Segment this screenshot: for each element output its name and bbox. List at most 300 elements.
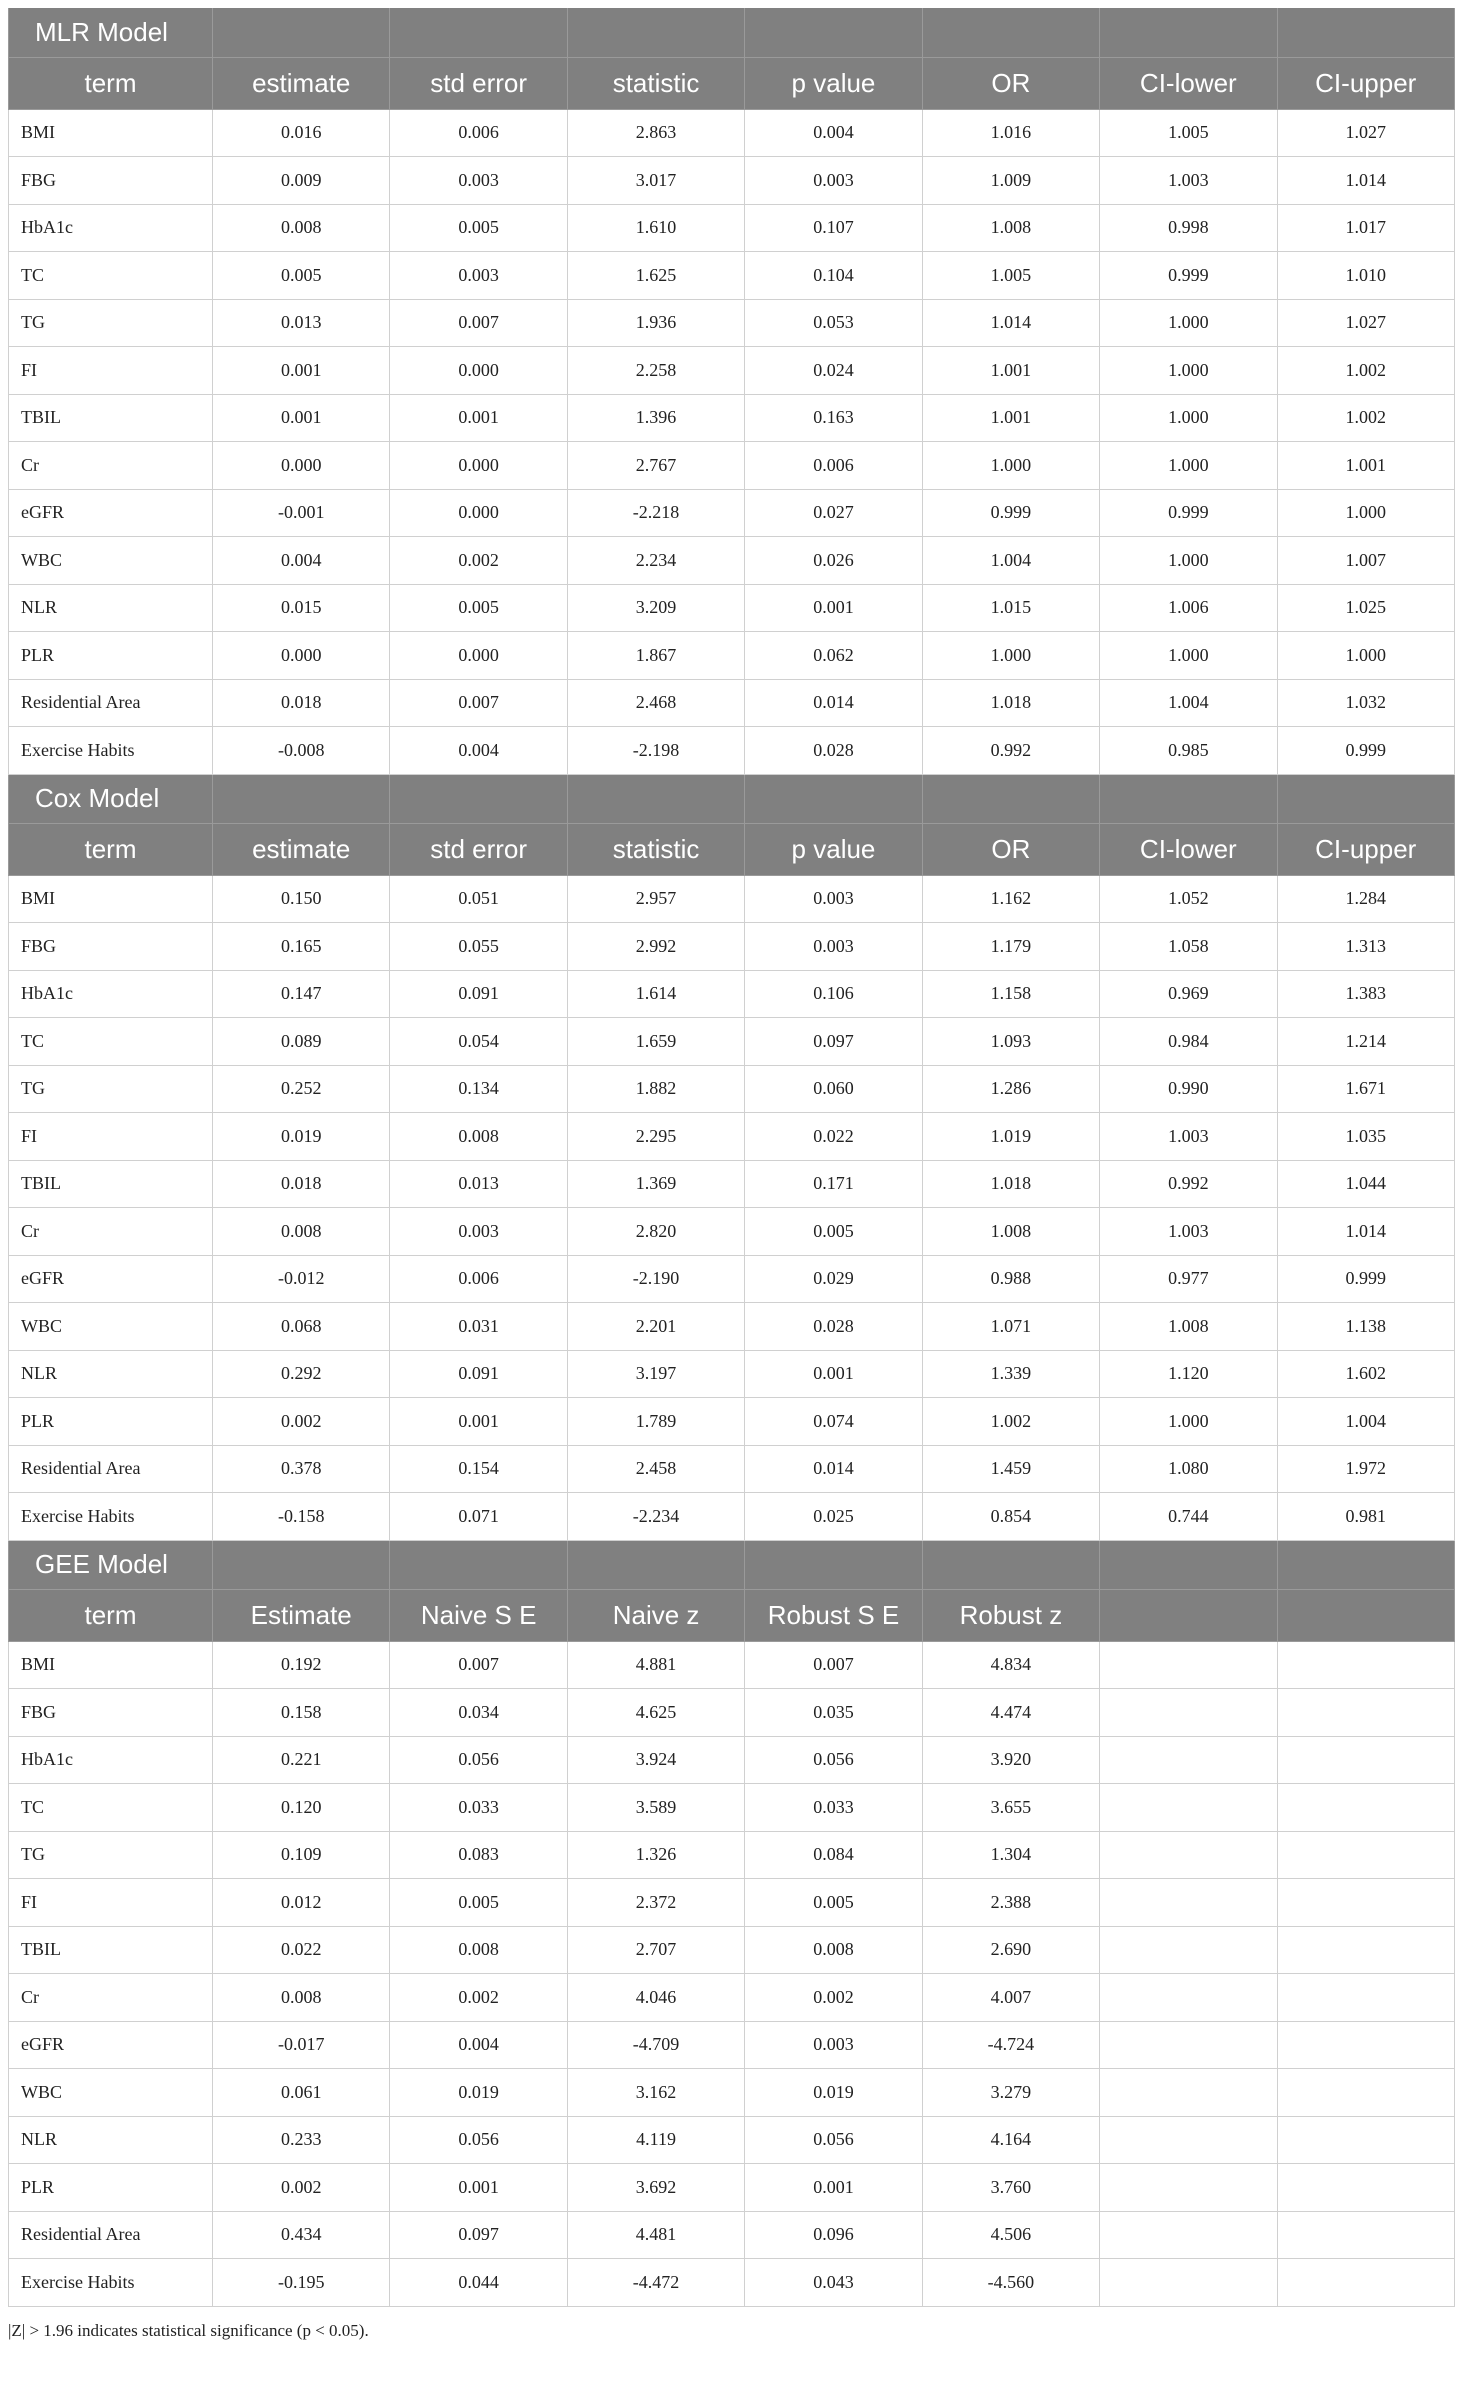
value-cell: 0.024 [745, 347, 922, 395]
value-cell: 1.052 [1100, 875, 1277, 923]
term-cell: BMI [9, 109, 213, 157]
value-cell: 1.158 [922, 970, 1099, 1018]
value-cell: 4.474 [922, 1689, 1099, 1737]
value-cell: 0.150 [213, 875, 390, 923]
value-cell: 0.008 [390, 1113, 567, 1161]
value-cell: 0.000 [390, 347, 567, 395]
section-title-blank-cell [745, 774, 922, 823]
value-cell: -0.158 [213, 1493, 390, 1541]
value-cell: 0.981 [1277, 1493, 1454, 1541]
value-cell: 2.458 [567, 1445, 744, 1493]
value-cell: 0.003 [745, 157, 922, 205]
table-row [9, 2021, 1455, 2069]
value-cell: 0.005 [390, 204, 567, 252]
value-cell: 0.984 [1100, 1018, 1277, 1066]
value-cell: 1.003 [1100, 157, 1277, 205]
value-cell: 0.026 [745, 537, 922, 585]
term-cell: HbA1c [9, 970, 213, 1018]
value-cell: 1.006 [1100, 584, 1277, 632]
value-cell: 1.004 [1100, 679, 1277, 727]
value-cell: 1.014 [922, 299, 1099, 347]
value-cell: 0.252 [213, 1065, 390, 1113]
value-cell: 0.033 [745, 1784, 922, 1832]
value-cell: 0.001 [745, 584, 922, 632]
value-cell: 0.999 [1277, 1255, 1454, 1303]
value-cell: 0.043 [745, 2259, 922, 2307]
value-cell: 2.820 [567, 1208, 744, 1256]
table-row [9, 537, 1455, 585]
value-cell: 0.990 [1100, 1065, 1277, 1113]
value-cell [1277, 2164, 1454, 2212]
value-cell: 0.019 [745, 2069, 922, 2117]
value-cell [1277, 1736, 1454, 1784]
value-cell: 2.258 [567, 347, 744, 395]
value-cell: 3.760 [922, 2164, 1099, 2212]
value-cell [1100, 2116, 1277, 2164]
table-row [9, 727, 1455, 775]
value-cell: 4.046 [567, 1974, 744, 2022]
value-cell: 4.119 [567, 2116, 744, 2164]
table-row [9, 1018, 1455, 1066]
term-cell: TC [9, 1784, 213, 1832]
table-row [9, 347, 1455, 395]
value-cell: 0.001 [213, 347, 390, 395]
value-cell: 0.001 [390, 2164, 567, 2212]
table-row [9, 1113, 1455, 1161]
value-cell: 0.062 [745, 632, 922, 680]
value-cell: 0.013 [213, 299, 390, 347]
value-cell: 1.369 [567, 1160, 744, 1208]
section-title-row [9, 1540, 1455, 1589]
column-header-row [9, 1589, 1455, 1641]
value-cell: 0.054 [390, 1018, 567, 1066]
value-cell: 1.027 [1277, 299, 1454, 347]
section-title: GEE Model [9, 1540, 213, 1589]
section-title-blank-cell [745, 1540, 922, 1589]
value-cell: 0.005 [390, 1879, 567, 1927]
value-cell: 1.025 [1277, 584, 1454, 632]
table-row [9, 1689, 1455, 1737]
value-cell: -4.472 [567, 2259, 744, 2307]
value-cell [1277, 2259, 1454, 2307]
value-cell: 1.010 [1277, 252, 1454, 300]
value-cell: 0.001 [390, 394, 567, 442]
value-cell: 2.690 [922, 1926, 1099, 1974]
term-cell: PLR [9, 632, 213, 680]
value-cell: 1.007 [1277, 537, 1454, 585]
column-header: Naive z [567, 1589, 744, 1641]
table-row [9, 970, 1455, 1018]
value-cell: 1.004 [1277, 1398, 1454, 1446]
value-cell [1100, 1974, 1277, 2022]
value-cell: 0.071 [390, 1493, 567, 1541]
term-cell: BMI [9, 875, 213, 923]
value-cell: 0.104 [745, 252, 922, 300]
term-cell: PLR [9, 1398, 213, 1446]
value-cell: 0.000 [390, 442, 567, 490]
value-cell: 1.015 [922, 584, 1099, 632]
value-cell: 2.863 [567, 109, 744, 157]
term-cell: PLR [9, 2164, 213, 2212]
term-cell: TBIL [9, 394, 213, 442]
term-cell: TBIL [9, 1926, 213, 1974]
term-cell: FBG [9, 923, 213, 971]
value-cell: 1.008 [922, 1208, 1099, 1256]
table-row [9, 299, 1455, 347]
value-cell: 1.000 [1277, 632, 1454, 680]
value-cell: 1.014 [1277, 1208, 1454, 1256]
value-cell: -0.012 [213, 1255, 390, 1303]
table-row [9, 2069, 1455, 2117]
value-cell: 4.506 [922, 2211, 1099, 2259]
value-cell: 0.016 [213, 109, 390, 157]
section-title-blank-cell [1277, 1540, 1454, 1589]
value-cell: 0.003 [390, 252, 567, 300]
value-cell [1100, 1784, 1277, 1832]
column-header: std error [390, 57, 567, 109]
value-cell [1277, 1974, 1454, 2022]
term-cell: NLR [9, 584, 213, 632]
table-row [9, 1641, 1455, 1689]
value-cell: 0.002 [213, 1398, 390, 1446]
value-cell: 0.035 [745, 1689, 922, 1737]
value-cell: 2.957 [567, 875, 744, 923]
value-cell: 0.003 [390, 157, 567, 205]
value-cell: 0.051 [390, 875, 567, 923]
value-cell: 1.179 [922, 923, 1099, 971]
value-cell: 0.004 [213, 537, 390, 585]
value-cell: 0.013 [390, 1160, 567, 1208]
value-cell: 1.003 [1100, 1113, 1277, 1161]
value-cell: 0.060 [745, 1065, 922, 1113]
term-cell: FBG [9, 1689, 213, 1737]
value-cell [1100, 2069, 1277, 2117]
value-cell: 2.372 [567, 1879, 744, 1927]
term-cell: eGFR [9, 1255, 213, 1303]
column-header: CI-lower [1100, 823, 1277, 875]
column-header: p value [745, 57, 922, 109]
term-cell: FI [9, 1879, 213, 1927]
value-cell: 0.019 [213, 1113, 390, 1161]
section-title-blank-cell [922, 8, 1099, 57]
value-cell: 1.000 [1100, 537, 1277, 585]
term-cell: Exercise Habits [9, 2259, 213, 2307]
section-title-blank-cell [1100, 1540, 1277, 1589]
value-cell: 1.326 [567, 1831, 744, 1879]
value-cell: 0.106 [745, 970, 922, 1018]
column-header: Estimate [213, 1589, 390, 1641]
value-cell: 1.000 [1100, 394, 1277, 442]
value-cell: 1.396 [567, 394, 744, 442]
term-cell: TG [9, 299, 213, 347]
value-cell: 0.027 [745, 489, 922, 537]
table-row [9, 1303, 1455, 1351]
value-cell: 0.015 [213, 584, 390, 632]
value-cell: 0.083 [390, 1831, 567, 1879]
value-cell: 0.007 [390, 1641, 567, 1689]
value-cell: 0.292 [213, 1350, 390, 1398]
value-cell: 1.284 [1277, 875, 1454, 923]
value-cell: 0.154 [390, 1445, 567, 1493]
value-cell: 1.002 [922, 1398, 1099, 1446]
column-header-row [9, 823, 1455, 875]
value-cell: 0.854 [922, 1493, 1099, 1541]
table-row [9, 1160, 1455, 1208]
value-cell: 1.120 [1100, 1350, 1277, 1398]
model-results-table [8, 8, 1455, 2307]
value-cell: 1.009 [922, 157, 1099, 205]
value-cell: 0.053 [745, 299, 922, 347]
term-cell: TG [9, 1065, 213, 1113]
section-title-blank-cell [922, 1540, 1099, 1589]
value-cell: 0.120 [213, 1784, 390, 1832]
table-row [9, 2164, 1455, 2212]
term-cell: eGFR [9, 2021, 213, 2069]
column-header: CI-upper [1277, 823, 1454, 875]
value-cell: 1.313 [1277, 923, 1454, 971]
value-cell: 0.091 [390, 970, 567, 1018]
value-cell: 2.201 [567, 1303, 744, 1351]
value-cell: 0.061 [213, 2069, 390, 2117]
term-cell: TG [9, 1831, 213, 1879]
value-cell: 3.197 [567, 1350, 744, 1398]
section-title-blank-cell [567, 8, 744, 57]
column-header: p value [745, 823, 922, 875]
term-cell: TC [9, 1018, 213, 1066]
column-header: term [9, 57, 213, 109]
term-cell: Cr [9, 1208, 213, 1256]
value-cell: 1.001 [1277, 442, 1454, 490]
value-cell: 0.028 [745, 727, 922, 775]
value-cell: 0.007 [390, 299, 567, 347]
value-cell [1277, 2021, 1454, 2069]
value-cell: 1.019 [922, 1113, 1099, 1161]
value-cell: -0.008 [213, 727, 390, 775]
value-cell: 0.005 [390, 584, 567, 632]
table-row [9, 1208, 1455, 1256]
value-cell: 0.001 [745, 1350, 922, 1398]
value-cell: 1.339 [922, 1350, 1099, 1398]
table-row [9, 632, 1455, 680]
value-cell: 1.002 [1277, 347, 1454, 395]
column-header [1277, 1589, 1454, 1641]
term-cell: Residential Area [9, 1445, 213, 1493]
value-cell: 1.058 [1100, 923, 1277, 971]
value-cell: 1.162 [922, 875, 1099, 923]
value-cell: 4.625 [567, 1689, 744, 1737]
value-cell: 1.000 [922, 442, 1099, 490]
value-cell: 0.134 [390, 1065, 567, 1113]
column-header: std error [390, 823, 567, 875]
value-cell: 1.936 [567, 299, 744, 347]
term-cell: Exercise Habits [9, 1493, 213, 1541]
value-cell [1277, 1831, 1454, 1879]
table-row [9, 1974, 1455, 2022]
value-cell: 1.882 [567, 1065, 744, 1113]
value-cell: 0.091 [390, 1350, 567, 1398]
value-cell: 1.008 [1100, 1303, 1277, 1351]
section-title-blank-cell [567, 1540, 744, 1589]
column-header: CI-upper [1277, 57, 1454, 109]
value-cell: 0.004 [745, 109, 922, 157]
column-header: CI-lower [1100, 57, 1277, 109]
value-cell [1277, 1689, 1454, 1737]
term-cell: Residential Area [9, 2211, 213, 2259]
section-title: Cox Model [9, 774, 213, 823]
value-cell: 0.009 [213, 157, 390, 205]
section-title-row [9, 774, 1455, 823]
value-cell: 3.209 [567, 584, 744, 632]
value-cell: 4.164 [922, 2116, 1099, 2164]
column-header: Robust z [922, 1589, 1099, 1641]
table-row [9, 1493, 1455, 1541]
value-cell: 0.096 [745, 2211, 922, 2259]
value-cell: 1.867 [567, 632, 744, 680]
value-cell: 1.001 [922, 394, 1099, 442]
value-cell: -0.001 [213, 489, 390, 537]
value-cell: 1.602 [1277, 1350, 1454, 1398]
section-title: MLR Model [9, 8, 213, 57]
term-cell: FBG [9, 157, 213, 205]
column-header: estimate [213, 57, 390, 109]
value-cell: 0.022 [213, 1926, 390, 1974]
value-cell: 4.881 [567, 1641, 744, 1689]
term-cell: Cr [9, 1974, 213, 2022]
value-cell: 1.080 [1100, 1445, 1277, 1493]
value-cell: 0.969 [1100, 970, 1277, 1018]
value-cell: 0.005 [213, 252, 390, 300]
value-cell: 0.999 [1277, 727, 1454, 775]
value-cell [1277, 1926, 1454, 1974]
table-row [9, 2259, 1455, 2307]
value-cell: 0.056 [745, 2116, 922, 2164]
value-cell: -2.190 [567, 1255, 744, 1303]
value-cell: 0.001 [745, 2164, 922, 2212]
value-cell: 3.692 [567, 2164, 744, 2212]
value-cell: 1.659 [567, 1018, 744, 1066]
column-header [1100, 1589, 1277, 1641]
value-cell: 0.034 [390, 1689, 567, 1737]
table-row [9, 394, 1455, 442]
value-cell: 0.018 [213, 1160, 390, 1208]
column-header-row [9, 57, 1455, 109]
value-cell: 0.233 [213, 2116, 390, 2164]
value-cell: 1.003 [1100, 1208, 1277, 1256]
value-cell [1277, 1879, 1454, 1927]
section-title-blank-cell [745, 8, 922, 57]
table-row [9, 923, 1455, 971]
section-title-blank-cell [213, 8, 390, 57]
value-cell: 0.158 [213, 1689, 390, 1737]
section-title-blank-cell [213, 1540, 390, 1589]
value-cell: 0.434 [213, 2211, 390, 2259]
value-cell [1100, 2211, 1277, 2259]
term-cell: WBC [9, 537, 213, 585]
table-row [9, 1350, 1455, 1398]
value-cell: 1.093 [922, 1018, 1099, 1066]
table-row [9, 1831, 1455, 1879]
value-cell: 1.671 [1277, 1065, 1454, 1113]
section-title-blank-cell [567, 774, 744, 823]
value-cell: 1.004 [922, 537, 1099, 585]
value-cell: 1.002 [1277, 394, 1454, 442]
value-cell [1100, 1831, 1277, 1879]
value-cell: 2.468 [567, 679, 744, 727]
value-cell: 1.016 [922, 109, 1099, 157]
value-cell: 0.000 [390, 632, 567, 680]
value-cell [1100, 2259, 1277, 2307]
value-cell [1100, 2021, 1277, 2069]
section-title-blank-cell [1100, 774, 1277, 823]
value-cell: 0.744 [1100, 1493, 1277, 1541]
value-cell: 0.008 [213, 1208, 390, 1256]
value-cell: 1.789 [567, 1398, 744, 1446]
value-cell [1277, 2211, 1454, 2259]
value-cell [1100, 2164, 1277, 2212]
value-cell: 0.003 [745, 923, 922, 971]
section-title-blank-cell [213, 774, 390, 823]
term-cell: TC [9, 252, 213, 300]
value-cell: 2.707 [567, 1926, 744, 1974]
value-cell: 0.998 [1100, 204, 1277, 252]
value-cell: 0.999 [1100, 252, 1277, 300]
term-cell: Exercise Habits [9, 727, 213, 775]
value-cell: 2.992 [567, 923, 744, 971]
value-cell: 3.920 [922, 1736, 1099, 1784]
term-cell: FI [9, 347, 213, 395]
value-cell: 0.014 [745, 1445, 922, 1493]
value-cell: 0.006 [390, 1255, 567, 1303]
value-cell: 0.000 [213, 442, 390, 490]
section-title-blank-cell [390, 8, 567, 57]
value-cell: 0.097 [390, 2211, 567, 2259]
value-cell: 1.000 [1100, 347, 1277, 395]
term-cell: NLR [9, 1350, 213, 1398]
section-title-blank-cell [922, 774, 1099, 823]
value-cell: 0.004 [390, 727, 567, 775]
value-cell: 0.000 [213, 632, 390, 680]
value-cell: 0.044 [390, 2259, 567, 2307]
value-cell [1277, 1784, 1454, 1832]
term-cell: WBC [9, 2069, 213, 2117]
value-cell: 0.003 [745, 875, 922, 923]
value-cell: 1.972 [1277, 1445, 1454, 1493]
value-cell: 1.214 [1277, 1018, 1454, 1066]
value-cell [1277, 2116, 1454, 2164]
section-title-blank-cell [1277, 774, 1454, 823]
value-cell: 4.481 [567, 2211, 744, 2259]
value-cell: 0.068 [213, 1303, 390, 1351]
term-cell: NLR [9, 2116, 213, 2164]
value-cell: 2.388 [922, 1879, 1099, 1927]
value-cell: 1.018 [922, 1160, 1099, 1208]
table-row [9, 584, 1455, 632]
value-cell: 0.031 [390, 1303, 567, 1351]
value-cell: 2.295 [567, 1113, 744, 1161]
value-cell: 1.008 [922, 204, 1099, 252]
value-cell: 0.006 [390, 109, 567, 157]
value-cell: 0.004 [390, 2021, 567, 2069]
value-cell: 0.008 [213, 1974, 390, 2022]
value-cell: 0.002 [390, 537, 567, 585]
term-cell: HbA1c [9, 1736, 213, 1784]
value-cell: 1.138 [1277, 1303, 1454, 1351]
value-cell: -4.560 [922, 2259, 1099, 2307]
value-cell: 0.002 [213, 2164, 390, 2212]
value-cell: 4.834 [922, 1641, 1099, 1689]
value-cell: 0.992 [922, 727, 1099, 775]
value-cell: 0.999 [922, 489, 1099, 537]
